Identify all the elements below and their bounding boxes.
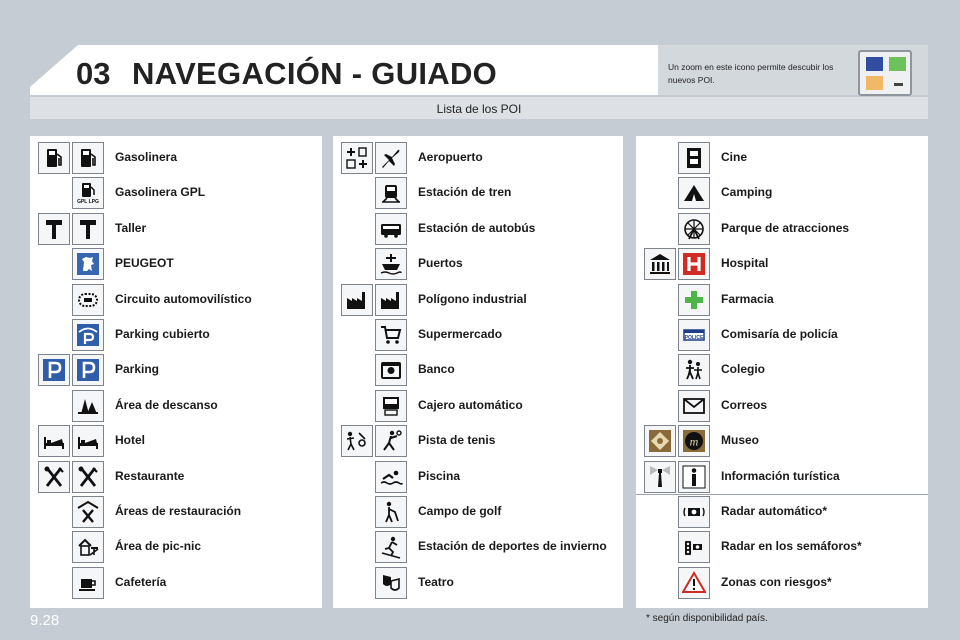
poi-label: Supermercado	[418, 327, 503, 341]
poi-label: Comisaría de policía	[721, 327, 838, 341]
poi-row	[333, 283, 623, 318]
poi-label: Cafetería	[115, 574, 167, 589]
poi-row	[636, 566, 926, 601]
poi-row	[30, 212, 320, 247]
poi-row	[636, 389, 926, 424]
picnic-icon	[72, 531, 104, 563]
poi-row	[333, 176, 623, 211]
poi-row	[333, 389, 623, 424]
coffee-cup-icon	[72, 567, 104, 599]
swimmer-icon	[375, 461, 407, 493]
amusement-park-icon	[678, 213, 710, 245]
atm-icon	[375, 390, 407, 422]
poi-row	[333, 353, 623, 388]
lighthouse-icon	[644, 461, 676, 493]
poi-label: Correos	[721, 397, 768, 412]
poi-row	[636, 176, 926, 211]
poi-label: Taller	[115, 220, 147, 235]
poi-label: Cine	[721, 150, 748, 164]
police-icon	[678, 319, 710, 351]
poi-label: Pista de tenis	[418, 433, 496, 448]
poi-label: Circuito automovilístico	[115, 291, 252, 306]
poi-label: Hospital	[721, 256, 769, 271]
zoom-note: Un zoom en este icono permite descubir los nuevos POI.	[668, 62, 834, 85]
poi-row	[333, 318, 623, 353]
theatre-icon	[375, 567, 407, 599]
poi-row	[636, 353, 926, 388]
poi-row	[636, 283, 926, 318]
poi-row	[333, 495, 623, 530]
film-strip-icon	[678, 142, 710, 174]
poi-row	[30, 460, 320, 495]
traffic-light-camera-icon	[678, 531, 710, 563]
hammer-icon	[38, 213, 70, 245]
poi-label: Gasolinera	[115, 150, 178, 164]
info-icon	[678, 461, 710, 493]
poi-row	[333, 566, 623, 601]
museum-m-icon	[678, 425, 710, 457]
parking-icon	[72, 354, 104, 386]
industrial-icon	[341, 284, 373, 316]
shopping-cart-icon	[375, 319, 407, 351]
envelope-icon	[678, 390, 710, 422]
poi-row	[333, 424, 623, 459]
poi-label: Estación de tren	[418, 185, 512, 200]
airport-signs-icon	[341, 142, 373, 174]
bed-icon	[72, 425, 104, 457]
poi-label: Parque de atracciones	[721, 220, 850, 235]
poi-row	[636, 212, 926, 247]
poi-row	[636, 495, 926, 530]
page-number: 9.28	[30, 612, 60, 629]
poi-label: Zonas con riesgos*	[721, 574, 832, 589]
poi-label: Información turística	[721, 468, 840, 483]
airplane-icon	[375, 142, 407, 174]
poi-label: Parking cubierto	[115, 327, 210, 341]
poi-row	[636, 460, 926, 495]
school-children-icon	[678, 354, 710, 386]
svg-text:POLICE: POLICE	[684, 335, 704, 341]
svg-text:m: m	[689, 434, 699, 449]
poi-row	[333, 460, 623, 495]
poi-label: Banco	[418, 362, 455, 377]
museum-diamond-icon	[644, 425, 676, 457]
poi-row	[30, 424, 320, 459]
poi-row	[636, 247, 926, 282]
poi-label: Piscina	[418, 468, 461, 483]
poi-label: Cajero automático	[418, 397, 523, 412]
pharmacy-cross-icon	[678, 284, 710, 316]
train-station-icon	[375, 177, 407, 209]
bed-icon	[38, 425, 70, 457]
poi-label: Polígono industrial	[418, 291, 527, 306]
poi-label: Camping	[721, 185, 773, 200]
poi-label: Parking	[115, 362, 160, 377]
cutlery-icon	[38, 461, 70, 493]
poi-row	[30, 176, 320, 211]
poi-row	[636, 318, 926, 353]
poi-label: Hotel	[115, 433, 145, 448]
industrial-icon	[375, 284, 407, 316]
skier-icon	[375, 531, 407, 563]
poi-label: Campo de golf	[418, 504, 502, 518]
poi-row	[636, 424, 926, 459]
golfer-icon	[375, 496, 407, 528]
poi-label: Radar en los semáforos*	[721, 539, 862, 554]
roadside-restaurant-icon	[72, 496, 104, 528]
poi-row	[333, 212, 623, 247]
poi-zoom-icon	[858, 50, 912, 96]
tent-icon	[678, 177, 710, 209]
poi-row	[30, 566, 320, 601]
port-icon	[375, 248, 407, 280]
cutlery-icon	[72, 461, 104, 493]
poi-row	[30, 318, 320, 353]
poi-row	[30, 141, 320, 176]
race-circuit-icon	[72, 284, 104, 316]
svg-text:GPL LPG: GPL LPG	[77, 199, 99, 206]
poi-row	[30, 353, 320, 388]
poi-row	[30, 495, 320, 530]
section-number: 03	[76, 56, 111, 91]
poi-row	[636, 530, 926, 565]
speed-camera-icon	[678, 496, 710, 528]
peugeot-lion-icon	[72, 248, 104, 280]
poi-label: Puertos	[418, 256, 463, 271]
poi-label: Área de pic-nic	[115, 539, 202, 554]
poi-label: Colegio	[721, 362, 765, 377]
warning-triangle-icon	[678, 567, 710, 599]
poi-row	[333, 141, 623, 176]
footnote: * según disponibilidad país.	[646, 613, 768, 624]
hospital-building-icon	[644, 248, 676, 280]
page-title: NAVEGACIÓN - GUIADO	[132, 56, 498, 91]
poi-label: Teatro	[418, 574, 454, 589]
poi-row	[333, 530, 623, 565]
fuel-pump-icon	[38, 142, 70, 174]
poi-row	[30, 247, 320, 282]
poi-label: Área de descanso	[115, 397, 218, 412]
subtitle-bar	[30, 97, 928, 119]
hospital-h-icon	[678, 248, 710, 280]
hammer-icon	[72, 213, 104, 245]
poi-label: Áreas de restauración	[115, 504, 242, 518]
poi-label: Farmacia	[721, 291, 774, 306]
poi-row	[30, 283, 320, 318]
bank-icon	[375, 354, 407, 386]
subtitle: Lista de los POI	[436, 102, 522, 116]
lpg-fuel-icon	[72, 177, 104, 209]
rest-area-icon	[72, 390, 104, 422]
poi-row	[30, 530, 320, 565]
poi-row	[30, 389, 320, 424]
poi-label: Estación de autobús	[418, 220, 536, 235]
poi-label: Estación de deportes de invierno	[418, 539, 607, 554]
poi-label: PEUGEOT	[115, 256, 174, 271]
covered-parking-icon	[72, 319, 104, 351]
fuel-pump-icon	[72, 142, 104, 174]
poi-row	[333, 247, 623, 282]
sports-icon	[341, 425, 373, 457]
tennis-player-icon	[375, 425, 407, 457]
poi-label: Aeropuerto	[418, 150, 483, 164]
parking-icon	[38, 354, 70, 386]
poi-label: Gasolinera GPL	[115, 185, 206, 200]
poi-label: Museo	[721, 433, 760, 448]
poi-label: Radar automático*	[721, 504, 828, 518]
poi-label: Restaurante	[115, 468, 185, 483]
bus-icon	[375, 213, 407, 245]
poi-row	[636, 141, 926, 176]
